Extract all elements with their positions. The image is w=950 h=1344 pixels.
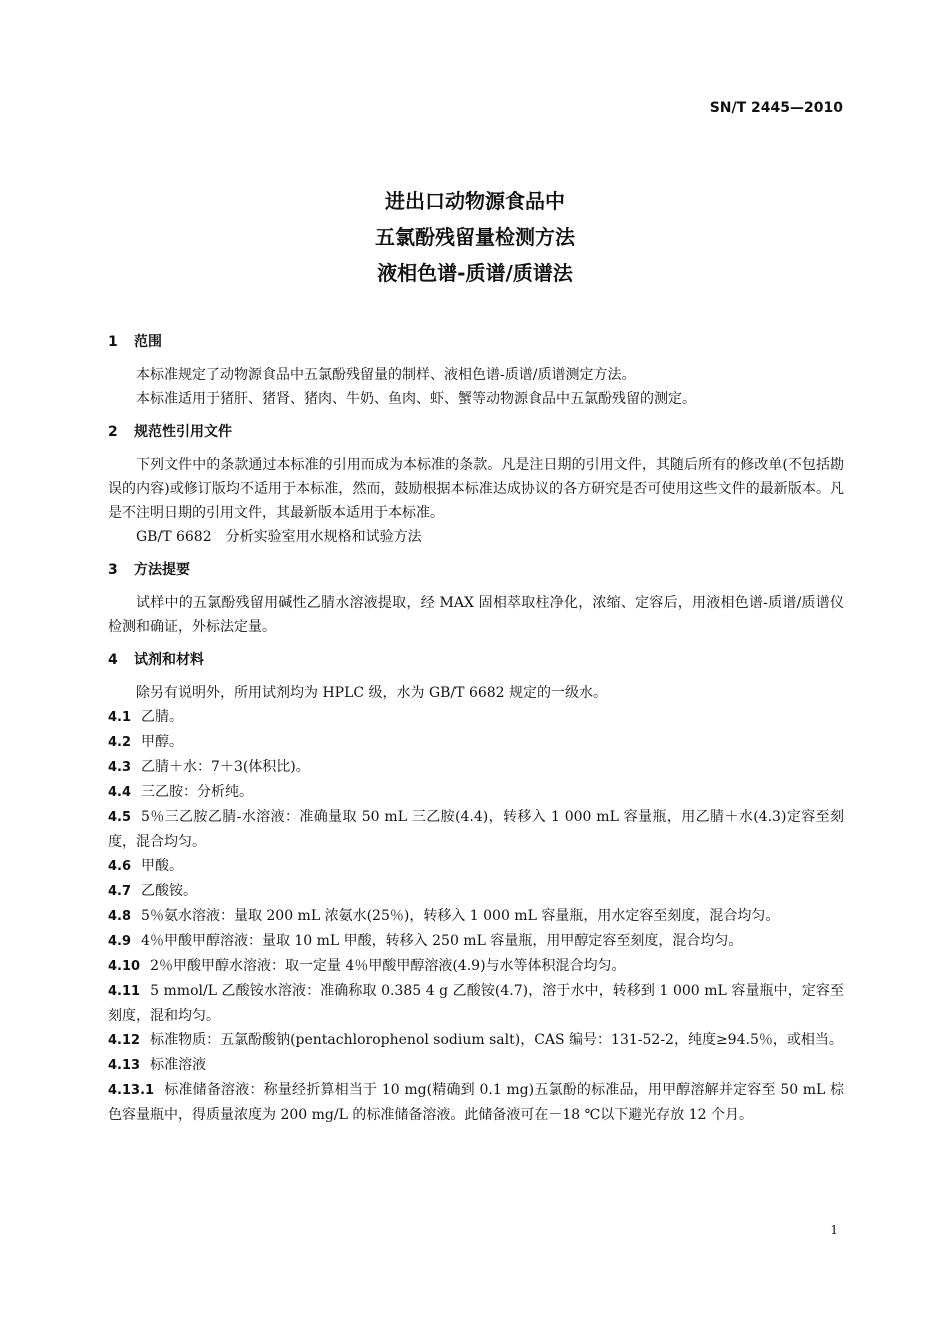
clause-item	[108, 805, 844, 854]
clause-text: 5％三乙胺乙腈-水溶液：准确量取 50 mL 三乙胺(4.4)，转移入 1 000 mL 容量瓶，用乙腈＋水(4.3)定容至刻度，混合均匀。	[108, 809, 844, 850]
section-number: 4	[108, 652, 118, 668]
clause-text: 甲酸。	[141, 858, 184, 874]
clause-item	[108, 730, 844, 755]
clause-item	[108, 1078, 844, 1127]
clause-text: 5％氨水溶液：量取 200 mL 浓氨水(25％)，转移入 1 000 mL 容量瓶，用水定容至刻度，混合均匀。	[141, 908, 780, 924]
section-number: 2	[108, 424, 118, 440]
clause-item	[108, 755, 844, 780]
standard-code: SN/T 2445—2010	[709, 100, 843, 116]
clause-item	[108, 954, 844, 979]
document-body	[108, 330, 844, 1127]
clause-text: 5 mmol/L 乙酸铵水溶液：准确称取 0.385 4 g 乙酸铵(4.7)，溶于水中，转移到 1 000 mL 容量瓶中，定容至刻度，混和均匀。	[108, 983, 844, 1024]
reference-code: GB/T 6682	[136, 529, 212, 545]
section-number: 3	[108, 562, 118, 578]
clause-item	[108, 1028, 844, 1053]
section-heading-3	[108, 558, 844, 582]
clause-item	[108, 854, 844, 879]
paragraph: 试样中的五氯酚残留用碱性乙腈水溶液提取，经 MAX 固相萃取柱净化，浓缩、定容后，用液相色谱-质谱/质谱仪检测和确证，外标法定量。	[108, 595, 844, 635]
clause-number: 4.10	[108, 959, 141, 974]
clause-text: 乙腈＋水：7＋3(体积比)。	[141, 759, 310, 775]
clause-item	[108, 1053, 844, 1078]
clause-number: 4.13.1	[108, 1083, 155, 1098]
clause-number: 4.13	[108, 1058, 141, 1073]
clause-item	[108, 904, 844, 929]
clause-item	[108, 780, 844, 805]
section-title: 方法提要	[134, 562, 190, 578]
clause-item	[108, 879, 844, 904]
clause-text: 2％甲酸甲醇水溶液：取一定量 4％甲酸甲醇溶液(4.9)与水等体积混合均匀。	[150, 958, 626, 974]
clause-number: 4.11	[108, 984, 141, 999]
clause-text: 标准储备溶液：称量经折算相当于 10 mg(精确到 0.1 mg)五氯酚的标准品，用甲醇溶解并定容至 50 mL 棕色容量瓶中，得质量浓度为 200 mg/L 的标准储备溶液。此储备液可在－18 ℃以下避光存放 12 个月。	[108, 1082, 844, 1123]
section-title: 试剂和材料	[134, 652, 204, 668]
clause-text: 乙酸铵。	[141, 883, 198, 899]
title-line-2: 五氯酚残留量检测方法	[375, 225, 575, 249]
clause-number: 4.6	[108, 859, 132, 874]
clause-number: 4.2	[108, 735, 132, 750]
section-heading-1	[108, 330, 844, 354]
paragraph: 本标准适用于猪肝、猪肾、猪肉、牛奶、鱼肉、虾、蟹等动物源食品中五氯酚残留的测定。	[136, 391, 696, 407]
normative-reference	[108, 525, 844, 549]
clause-text: 乙腈。	[141, 709, 184, 725]
clause-number: 4.9	[108, 934, 132, 949]
clause-text: 标准物质：五氯酚酸钠(pentachlorophenol sodium salt)，CAS 编号：131-52-2，纯度≥94.5％，或相当。	[150, 1032, 843, 1048]
title-line-1: 进出口动物源食品中	[385, 189, 565, 213]
reference-title: 分析实验室用水规格和试验方法	[225, 529, 422, 545]
clause-number: 4.4	[108, 785, 132, 800]
section-heading-4	[108, 648, 844, 672]
clause-text: 三乙胺：分析纯。	[141, 784, 254, 800]
section-heading-2	[108, 420, 844, 444]
clause-number: 4.1	[108, 710, 132, 725]
section-title: 规范性引用文件	[134, 424, 232, 440]
clause-number: 4.3	[108, 760, 132, 775]
clause-number: 4.12	[108, 1033, 141, 1048]
clause-item	[108, 929, 844, 954]
paragraph: 除另有说明外，所用试剂均为 HPLC 级，水为 GB/T 6682 规定的一级水。	[136, 685, 608, 701]
clause-number: 4.5	[108, 810, 132, 825]
clause-text: 4％甲酸甲醇溶液：量取 10 mL 甲酸，转移入 250 mL 容量瓶，用甲醇定容至刻度，混合均匀。	[141, 933, 743, 949]
page-number: 1	[830, 1223, 838, 1237]
section-title: 范围	[134, 334, 162, 350]
clause-number: 4.8	[108, 909, 132, 924]
paragraph: 下列文件中的条款通过本标准的引用而成为本标准的条款。凡是注日期的引用文件，其随后所有的修改单(不包括勘误的内容)或修订版均不适用于本标准，然而，鼓励根据本标准达成协议的各方研究是否可使用这些文件的最新版本。凡是不注明日期的引用文件，其最新版本适用于本标准。	[108, 457, 844, 521]
clause-text: 标准溶液	[150, 1057, 207, 1073]
clause-number: 4.7	[108, 884, 132, 899]
title-line-3: 液相色谱-质谱/质谱法	[377, 261, 573, 285]
section-number: 1	[108, 334, 118, 350]
clause-item	[108, 705, 844, 730]
document-title	[0, 183, 950, 291]
clause-item	[108, 979, 844, 1028]
paragraph: 本标准规定了动物源食品中五氯酚残留量的制样、液相色谱-质谱/质谱测定方法。	[136, 367, 636, 383]
clause-text: 甲醇。	[141, 734, 184, 750]
